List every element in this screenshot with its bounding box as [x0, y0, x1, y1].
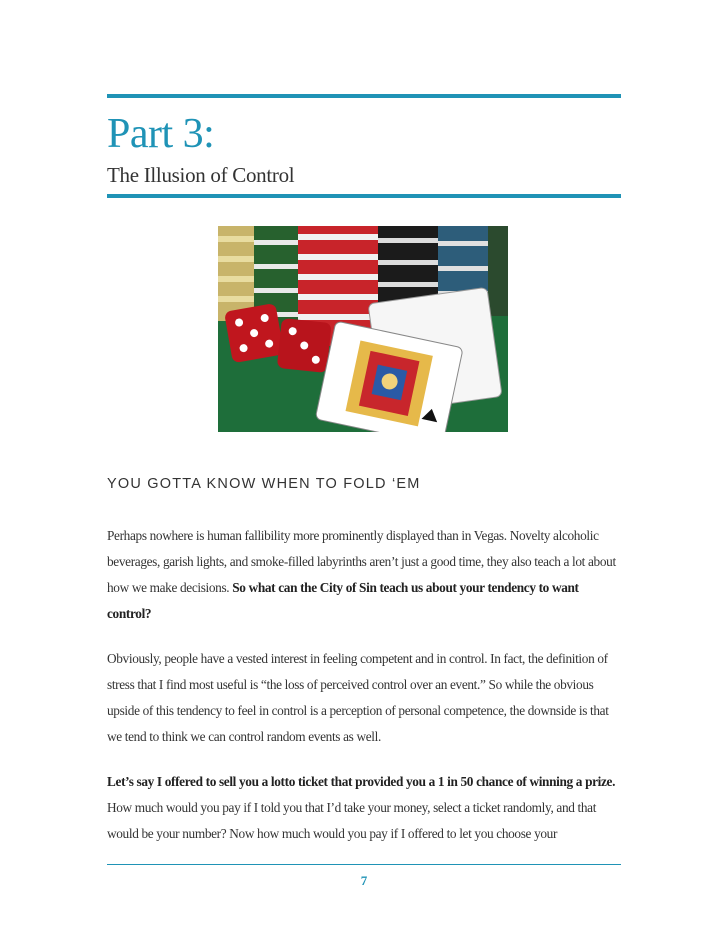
- paragraph-3: [107, 769, 622, 847]
- paragraph-1: [107, 523, 622, 627]
- paragraph-3-text: How much would you pay if I told you that I’d take your money, select a ticket randomly, and that would be your number? Now how much would you pay if I offered to let you choose your: [107, 800, 597, 841]
- paragraph-1-bold-question: So what can the City of Sin teach us about your tendency to want control?: [107, 580, 579, 621]
- chapter-subtitle: The Illusion of Control: [107, 163, 295, 187]
- section-heading: YOU GOTTA KNOW WHEN TO FOLD ‘EM: [107, 476, 421, 492]
- page-number: 7: [360, 873, 368, 888]
- part-title: Part 3:: [107, 111, 215, 157]
- paragraph-3-bold-lead: Let’s say I offered to sell you a lotto ticket that provided you a 1 in 50 chance of winning a prize.: [107, 774, 616, 789]
- paragraph-2: [107, 646, 622, 750]
- paragraph-1-text: Perhaps nowhere is human fallibility more prominently displayed than in Vegas. Novelty alcoholic beverages, garish lights, and smoke-filled labyrinths aren’t just a good time, they also teach a lot about how we make decisions.: [107, 528, 616, 595]
- header-top-rule: [107, 94, 621, 98]
- casino-chips-dice-cards-image: [218, 226, 508, 432]
- footer-rule: [107, 864, 621, 865]
- paragraph-2-text: Obviously, people have a vested interest in feeling competent and in control. In fact, the definition of stress that I find most useful is “the loss of perceived control over an event.” So while the obvious upside of this tendency to feel in control is a perception of personal competence, the downside is that we tend to think we can control random events as well.: [107, 651, 609, 744]
- header-bottom-rule: [107, 194, 621, 198]
